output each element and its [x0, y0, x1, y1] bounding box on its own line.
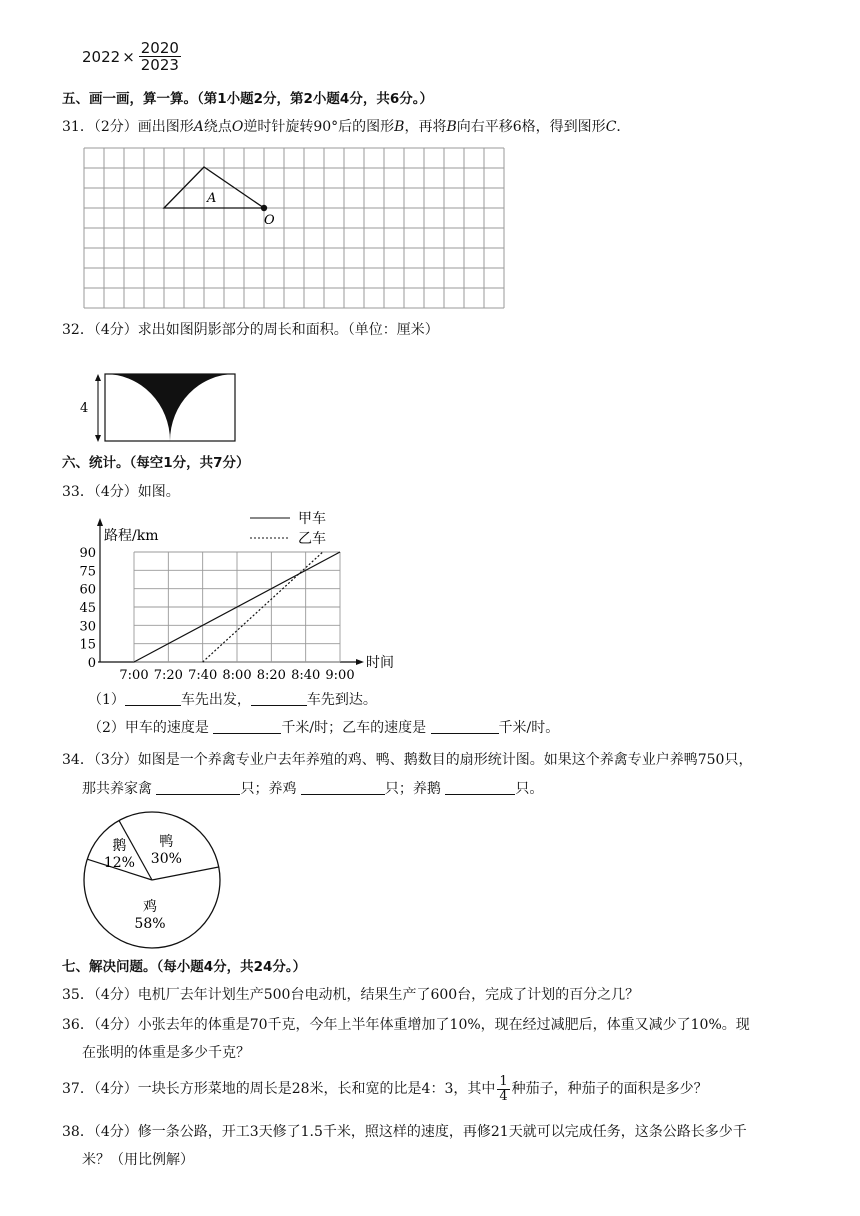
- q34-text: 只；养鹅: [384, 781, 441, 797]
- q34-text: 只。: [515, 781, 544, 797]
- rotation-grid-figure: [78, 144, 514, 312]
- y-axis-arrow: [97, 518, 103, 526]
- q33-sub1-text: 车先出发，: [180, 692, 251, 708]
- x-tick-label: 8:20: [256, 668, 286, 683]
- x-tick-label: 8:40: [291, 668, 321, 683]
- q33-sub2-text: （2）甲车的速度是: [88, 720, 209, 736]
- question-33-sub-1: [88, 690, 377, 710]
- answer-blank[interactable]: [213, 719, 281, 734]
- y-axis-title: 路程/km: [104, 528, 159, 544]
- pie-divider: [152, 867, 219, 880]
- q31-part: 绕点: [203, 119, 232, 135]
- q34-text: 那共养家禽: [82, 781, 152, 797]
- q31-part: ，再将: [404, 119, 447, 135]
- q37-fraction: [497, 1075, 509, 1104]
- question-31-text: [62, 117, 630, 137]
- q37-numerator: 1: [499, 1073, 508, 1089]
- q31-part: 逆时针旋转90°后的图形: [243, 119, 395, 135]
- question-34-line-1: 34．（3分）如图是一个养禽专业户去年养殖的鸡、鸭、鹅数目的扇形统计图。如果这个养禽专业户养鸭750只，: [62, 752, 753, 768]
- pie-percent: 12%: [103, 855, 135, 872]
- label-o: O: [264, 213, 275, 228]
- question-32-text: 32．（4分）求出如图阴影部分的周长和面积。（单位：厘米）: [62, 322, 439, 338]
- question-34-line-2: [82, 779, 543, 799]
- q33-sub2-text: 千米/时；乙车的速度是: [281, 720, 427, 736]
- q31-var-b: B: [394, 119, 405, 135]
- question-33-sub-2: [88, 718, 559, 738]
- q34-text: 只；养鸡: [240, 781, 297, 797]
- expr-denominator: 2023: [140, 56, 179, 74]
- question-36-line-2: 在张明的体重是多少千克？: [82, 1045, 250, 1061]
- question-33-text: 33．（4分）如图。: [62, 484, 180, 500]
- q31-var-b2: B: [446, 119, 457, 135]
- answer-blank[interactable]: [445, 780, 515, 795]
- expr-fraction: [139, 40, 181, 73]
- pie-label: 鸭: [159, 834, 174, 851]
- question-36-line-1: 36．（4分）小张去年的体重是70千克，今年上半年体重增加了10%，现在经过减肥后，体重又减少了10%。现: [62, 1017, 750, 1033]
- x-tick-label: 7:20: [153, 668, 183, 683]
- pie-percent: 58%: [134, 915, 166, 932]
- question-38-line-2: 米？（用比例解）: [82, 1152, 194, 1168]
- y-tick-label: 0: [87, 656, 96, 671]
- point-o: [261, 205, 267, 211]
- y-tick-label: 60: [79, 582, 96, 598]
- q33-sub1-label: （1）: [88, 692, 125, 708]
- q33-sub1-text: 车先到达。: [306, 692, 377, 708]
- question-38-line-1: 38．（4分）修一条公路，开工3天修了1.5千米，照这样的速度，再修21天就可以完成任务，这条公路长多少千: [62, 1124, 747, 1140]
- answer-blank[interactable]: [301, 780, 385, 795]
- q37-text: 种茄子，种茄子的面积是多少？: [511, 1081, 708, 1097]
- x-tick-label: 7:00: [119, 668, 149, 683]
- x-tick-label: 7:40: [188, 668, 218, 683]
- x-axis-arrow: [356, 659, 364, 665]
- answer-blank[interactable]: [156, 780, 240, 795]
- x-axis-title: 时间: [366, 655, 394, 671]
- q37-denominator: 4: [499, 1088, 508, 1104]
- shaded-region-figure: [76, 370, 240, 446]
- section-seven-heading: 七、解决问题。（每小题4分，共24分。）: [62, 959, 307, 975]
- y-tick-label: 15: [79, 637, 96, 653]
- shaded-region: [105, 374, 235, 441]
- answer-blank[interactable]: [125, 691, 181, 706]
- arrowhead-down: [95, 435, 101, 442]
- y-tick-label: 90: [79, 546, 96, 561]
- y-tick-label: 30: [79, 619, 96, 635]
- answer-blank[interactable]: [431, 719, 499, 734]
- arrowhead-up: [95, 374, 101, 381]
- y-tick-label: 75: [79, 564, 96, 580]
- q31-part: 向右平移6格，得到图形: [456, 119, 606, 135]
- q31-part: ．: [616, 119, 631, 135]
- x-tick-label: 8:00: [222, 668, 252, 683]
- pie-label: 鹅: [112, 838, 127, 855]
- times-sign: ×: [122, 47, 135, 66]
- question-35-text: 35．（4分）电机厂去年计划生产500台电动机，结果生产了600台，完成了计划的百分之几？: [62, 987, 640, 1003]
- q31-var-c: C: [605, 119, 617, 135]
- y-tick-label: 45: [79, 601, 96, 616]
- top-expression: [82, 40, 183, 73]
- legend-label: 甲车: [298, 511, 326, 527]
- expr-numerator: 2020: [140, 39, 179, 57]
- distance-time-chart: [78, 508, 398, 683]
- dimension-label: 4: [80, 401, 89, 416]
- expr-lhs: 2022: [82, 47, 121, 66]
- label-a: A: [207, 191, 217, 206]
- section-six-heading: 六、统计。（每空1分，共7分）: [62, 455, 250, 471]
- question-37-text: [62, 1073, 708, 1105]
- q37-text: 37．（4分）一块长方形菜地的周长是28米，长和宽的比是4：3，其中: [62, 1081, 496, 1097]
- q31-var-a: A: [193, 119, 204, 135]
- q33-sub2-text: 千米/时。: [498, 720, 560, 736]
- q31-var-o: O: [231, 119, 244, 135]
- section-five-heading: 五、画一画，算一算。（第1小题2分，第2小题4分，共6分。）: [62, 91, 433, 107]
- pie-percent: 30%: [150, 851, 182, 868]
- legend-label: 乙车: [298, 531, 326, 547]
- x-tick-label: 9:00: [325, 668, 355, 683]
- pie-label: 鸡: [142, 898, 157, 915]
- q31-part: 31．（2分）画出图形: [62, 119, 194, 135]
- answer-blank[interactable]: [251, 691, 307, 706]
- poultry-pie-chart: [80, 808, 224, 952]
